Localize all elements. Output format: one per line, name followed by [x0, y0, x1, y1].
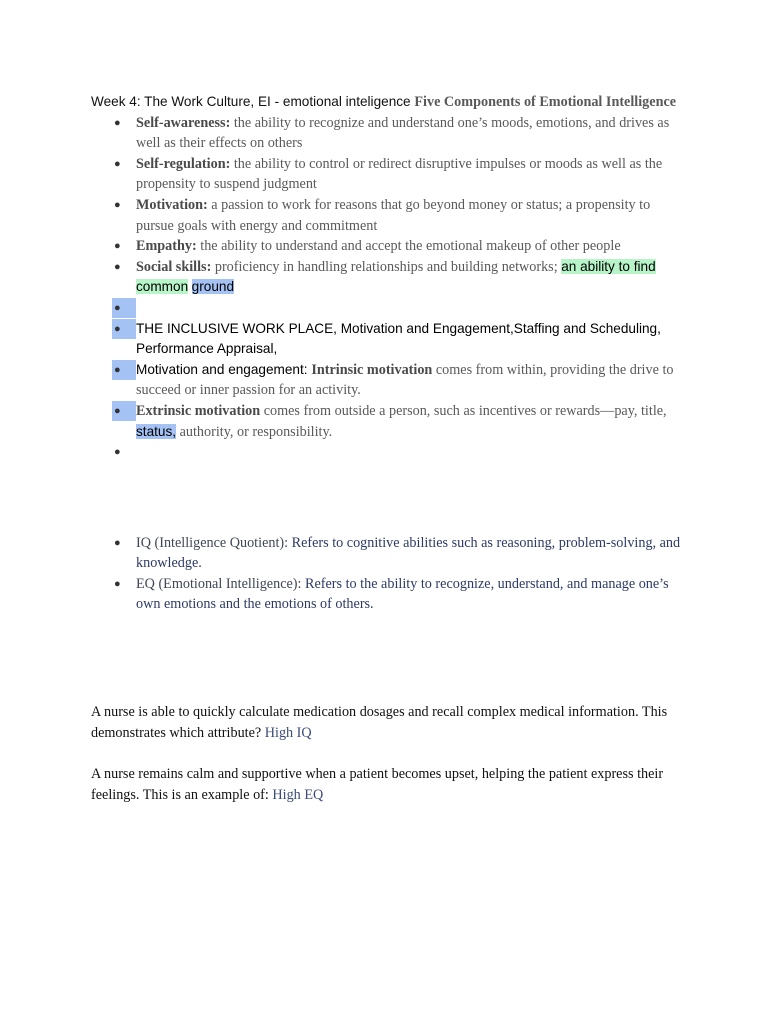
bullet-icon: ●: [114, 536, 121, 549]
document-title: [91, 92, 691, 113]
motivation-label: Motivation and engagement:: [136, 361, 312, 377]
intrinsic-term: Intrinsic motivation: [311, 361, 433, 378]
list-item: [91, 257, 691, 298]
document-body: [91, 92, 691, 615]
highlighted-text: ground: [191, 279, 234, 295]
list-item: [91, 401, 691, 442]
title-bold: Five Components of Emotional Intelligence: [414, 94, 677, 110]
list-item: [91, 236, 691, 257]
iq-label: IQ (Intelligence Quotient):: [136, 534, 292, 551]
empty-list-item: [91, 442, 691, 463]
component-desc: a passion to work for reasons that go beyond money or status; a propensity to pursue goals with energy and commitment: [136, 196, 651, 234]
list-item: [91, 154, 691, 195]
bullet-icon: ●: [114, 577, 121, 590]
iq-desc: Refers to cognitive abilities such as reasoning, problem-solving, and knowledge.: [136, 534, 681, 572]
inclusive-workplace-heading: THE INCLUSIVE WORK PLACE, Motivation and Engagement,Staffing and Scheduling, Performance Appraisal,: [136, 320, 661, 357]
bullet-icon: ●: [114, 446, 121, 459]
component-term: Empathy:: [136, 238, 197, 255]
question-text: A nurse remains calm and supportive when a patient becomes upset, helping the patient express their feelings. This is an example of:: [91, 766, 664, 803]
bullet-icon: ●: [114, 260, 121, 273]
question-answer: High IQ: [264, 724, 312, 741]
highlighted-text: an ability to find common: [136, 258, 656, 295]
extrinsic-term: Extrinsic motivation: [136, 402, 261, 419]
component-term: Self-regulation:: [136, 155, 231, 172]
bullet-icon: ●: [112, 401, 136, 421]
intrinsic-desc: comes from within, providing the drive to succeed or inner passion for an activity.: [136, 361, 674, 399]
component-desc: the ability to recognize and understand one’s moods, emotions, and drives as well as their effects on others: [136, 114, 670, 152]
question-answer: High EQ: [272, 786, 324, 803]
bullet-icon: ●: [112, 319, 136, 339]
bullet-icon: ●: [114, 240, 121, 253]
extrinsic-desc: comes from outside a person, such as incentives or rewards—pay, title,: [260, 402, 667, 419]
iq-eq-list: [91, 533, 691, 615]
eq-label: EQ (Emotional Intelligence):: [136, 575, 306, 592]
components-list: [91, 113, 691, 463]
bullet-icon: ●: [112, 298, 136, 318]
list-item: [91, 195, 691, 236]
component-desc: proficiency in handling relationships and building networks;: [211, 258, 562, 275]
list-item: [91, 360, 691, 401]
component-desc: the ability to control or redirect disruptive impulses or moods as well as the propensity to suspend judgment: [136, 155, 663, 193]
list-item: [91, 574, 691, 615]
question-2: [91, 764, 691, 805]
bullet-icon: ●: [114, 198, 121, 211]
eq-desc: Refers to the ability to recognize, understand, and manage one’s own emotions and the emotions of others.: [136, 575, 669, 613]
question-1: [91, 702, 691, 743]
title-prefix: Week 4: The Work Culture, EI - emotional inteligence: [91, 94, 415, 109]
empty-list-item: [91, 298, 691, 319]
component-term: Motivation:: [136, 196, 208, 213]
list-item: [91, 533, 691, 574]
component-term: Self-awareness:: [136, 114, 231, 131]
list-item: [91, 319, 691, 360]
bullet-icon: ●: [114, 157, 121, 170]
highlighted-text: status,: [136, 423, 177, 439]
list-item: [91, 113, 691, 154]
bullet-icon: ●: [112, 360, 136, 380]
extrinsic-desc-end: authority, or responsibility.: [176, 423, 333, 440]
bullet-icon: ●: [114, 116, 121, 129]
question-text: A nurse is able to quickly calculate medication dosages and recall complex medical information. This demonstrates which attribute?: [91, 704, 668, 741]
component-term: Social skills:: [136, 258, 212, 275]
component-desc: the ability to understand and accept the emotional makeup of other people: [196, 238, 621, 255]
